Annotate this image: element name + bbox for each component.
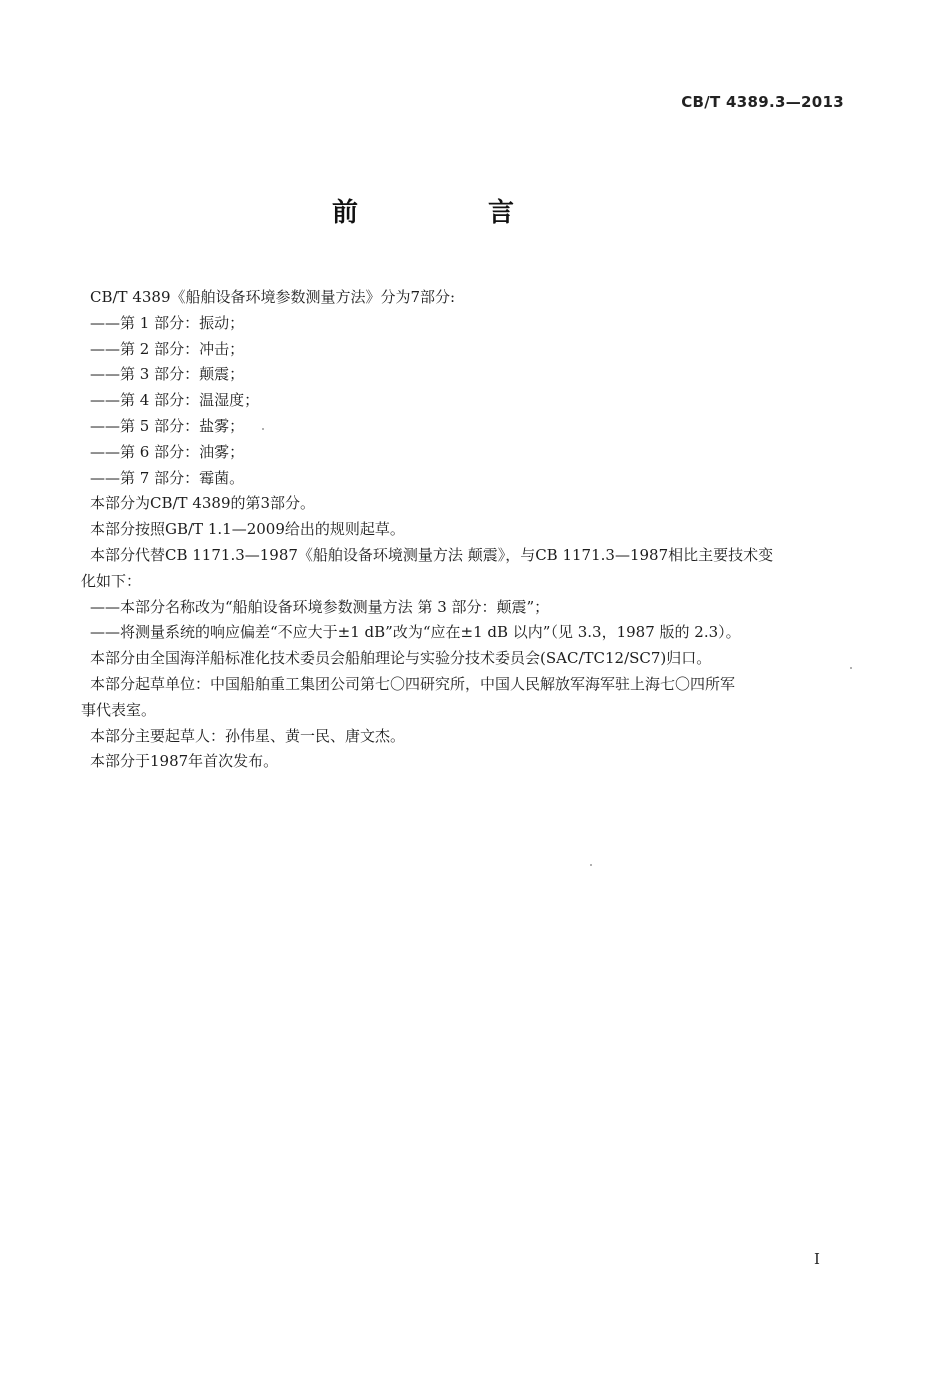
scan-speck (262, 428, 264, 430)
standard-code-header: CB/T 4389.3—2013 (681, 93, 844, 111)
intro-paragraph: CB/T 4389《船舶设备环境参数测量方法》分为7部分: (90, 288, 456, 306)
part-item-6: ——第 6 部分：油雾； (90, 442, 245, 461)
drafting-units-line1: 本部分起草单位：中国船舶重工集团公司第七〇四研究所，中国人民解放军海军驻上海七〇四所军 (90, 674, 736, 693)
change-item-2: ——将测量系统的响应偏差“不应大于±1 dB”改为“应在±1 dB 以内”（见 3.3，1987 版的 2.3）。 (90, 623, 741, 642)
part-item-4: ——第 4 部分：温湿度； (90, 391, 260, 410)
part-item-5: ——第 5 部分：盐雾； (90, 416, 245, 435)
replaces-paragraph-line2: 化如下： (81, 571, 142, 590)
change-item-1: ——本部分名称改为“船舶设备环境参数测量方法 第 3 部分：颠震”； (90, 597, 550, 616)
part-item-7: ——第 7 部分：霉菌。 (90, 468, 245, 487)
scan-speck (590, 864, 592, 866)
this-part-paragraph: 本部分为CB/T 4389的第3部分。 (90, 494, 316, 513)
drafters-paragraph: 本部分主要起草人：孙伟星、黄一民、唐文杰。 (90, 726, 406, 745)
first-issue-paragraph: 本部分于1987年首次发布。 (90, 752, 279, 771)
scan-speck (850, 667, 852, 669)
replaces-paragraph-line1: 本部分代替CB 1171.3—1987《船舶设备环境测量方法 颠震》，与CB 1171.3—1987相比主要技术变 (90, 545, 774, 564)
drafting-units-line2: 事代表室。 (81, 700, 157, 719)
page-title: 前 言 (331, 198, 566, 228)
page-number: I (814, 1250, 820, 1268)
part-item-2: ——第 2 部分：冲击； (90, 339, 245, 358)
foreword-body (81, 285, 850, 775)
part-item-3: ——第 3 部分：颠震； (90, 365, 245, 384)
committee-paragraph: 本部分由全国海洋船标准化技术委员会船舶理论与实验分技术委员会(SAC/TC12/SC7)归口。 (90, 649, 712, 668)
drafting-rules-paragraph: 本部分按照GB/T 1.1—2009给出的规则起草。 (90, 520, 405, 539)
part-item-1: ——第 1 部分：振动； (90, 313, 245, 332)
